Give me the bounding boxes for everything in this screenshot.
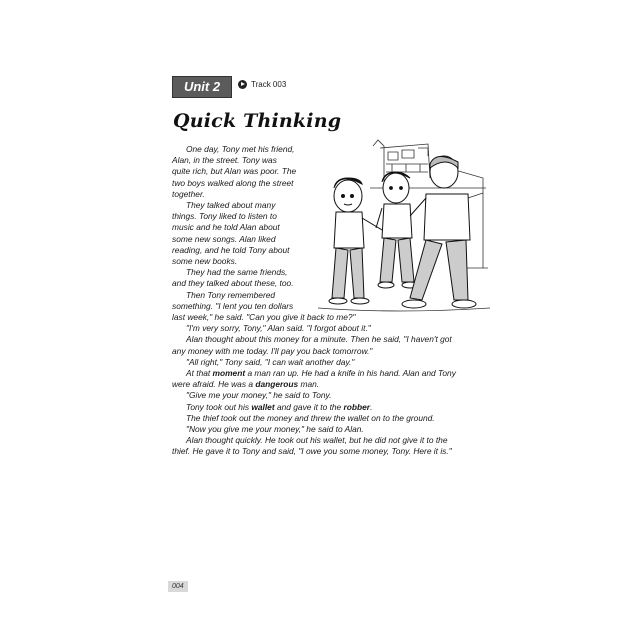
paragraph-line: something. "I lent you ten dollars	[172, 300, 294, 311]
paragraph-line: "All right," Tony said, "I can wait another day."	[186, 356, 355, 367]
paragraph-line: some new songs. Alan liked	[172, 233, 276, 244]
story-title: Quick Thinking	[173, 110, 342, 132]
paragraph-line: Alan, in the street. Tony was	[172, 155, 277, 166]
unit-badge: Unit 2	[172, 76, 232, 98]
paragraph-line: last week," he said. "Can you give it back to me?"	[172, 312, 356, 323]
keyword: robber	[343, 401, 371, 412]
paragraph-line: Alan thought quickly. He took out his wallet, but he did not give it to the	[186, 435, 448, 446]
play-icon[interactable]	[238, 80, 247, 89]
paragraph-line: music and he told Alan about	[172, 222, 280, 233]
paragraph-line: and they talked about these, too.	[172, 278, 294, 289]
paragraph-line: They had the same friends,	[186, 267, 288, 278]
paragraph: One day, Tony met his friend,	[186, 144, 295, 154]
paragraph-line: "Now you give me your money," he said to Alan.	[186, 424, 364, 435]
paragraph-line: reading, and he told Tony about	[172, 244, 290, 255]
paragraph-line: Then Tony remembered	[186, 289, 276, 300]
paragraph-line: two boys walked along the street	[172, 177, 294, 188]
paragraph-line: "I'm very sorry, Tony," Alan said. "I forgot about it."	[186, 323, 371, 334]
paragraph-line: some new books.	[172, 256, 238, 267]
paragraph-line: "Give me your money," he said to Tony.	[186, 390, 332, 401]
keyword: moment	[212, 368, 246, 379]
audio-track[interactable]	[238, 80, 286, 89]
paragraph-line: any money with me today. I'll pay you back tomorrow."	[172, 345, 373, 356]
paragraph-line: The thief took out the money and threw the wallet on to the ground.	[186, 412, 435, 423]
paragraph-line: were afraid. He was a dangerous man.	[172, 379, 320, 390]
paragraph-line: They talked about many	[186, 200, 276, 211]
keyword: dangerous	[255, 379, 299, 390]
track-label: Track 003	[251, 80, 287, 89]
paragraph-line: thief. He gave it to Tony and said, "I owe you some money, Tony. Here it is."	[172, 446, 452, 457]
paragraph-line: things. Tony liked to listen to	[172, 211, 277, 222]
paragraph-line: Tony took out his wallet and gave it to the robber.	[186, 401, 373, 412]
keyword: wallet	[251, 401, 275, 412]
paragraph-line: quite rich, but Alan was poor. The	[172, 166, 297, 177]
paragraph-line: At that moment a man ran up. He had a knife in his hand. Alan and Tony	[186, 368, 456, 379]
story-text	[172, 144, 490, 458]
paragraph-line: together.	[172, 188, 205, 199]
page-number: 004	[168, 581, 188, 592]
paragraph-line: Alan thought about this money for a minute. Then he said, "I haven't got	[186, 334, 452, 345]
